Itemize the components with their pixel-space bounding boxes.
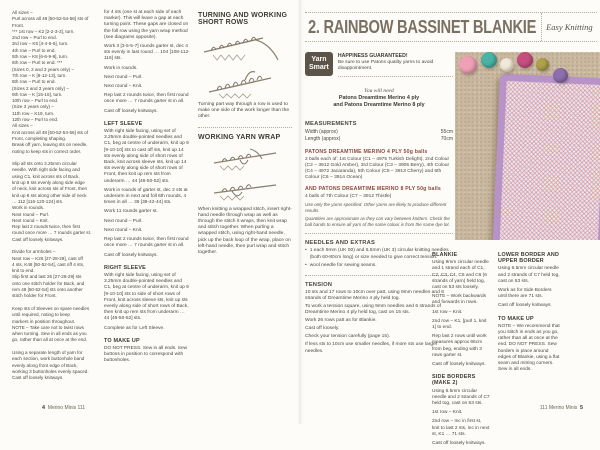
pattern-text-line: of neck, knit across sts of Front, then [12,186,88,192]
pattern-text-line: (Sizes 2 and 3 years only) – [12,85,69,91]
pattern-text-block: Next round – Knit. [104,84,143,90]
pompom [553,68,568,83]
pattern-text-block: With right side facing, using set of 3.25mm double-pointed needles and C1, beg at centre of underarm, knit up 9 [9-10-10] sts to side of short rows of Front, knit across sleeve sts, knit up sts evenly along side of short rows of Back, then knit up rem sts from underarm … 44 [46-50-52] sts. [104,272,189,322]
pattern-text-line: round once more … 7 rounds garter st. [12,230,92,236]
needles-bullet [305,263,453,269]
pattern-text-line: knit up 8 sts evenly along side edge [12,180,85,186]
pattern-text-line: (Sizes 0, 2 and 3 years only) – [12,66,75,72]
pattern-text-block: Rep last 2 rounds twice, then first round once more … 7 rounds garter st in all. [104,93,189,105]
pattern-text-line: until required, noting to keep [12,312,70,318]
tension-heading: TENSION [305,281,333,288]
instruction-block: LOWER BORDER AND UPPER BORDER [498,252,560,265]
yarn-4ply-details: 2 balls each of: 1st Colour (C1 – 4975 Turkish Delight), 2nd Colour (C2 – 3912 Gold Amber), 3rd Colour (C3 – 3905 Berry), 4th Colour (C4 – 4972 Jacaranda), 5th Colour (C5 – 3913 Cherry) and 6th Colour (C6 – 3914 Ocean) [305,156,450,181]
pattern-text-line: Front, completing shaping. [12,135,67,141]
yarn-8ply-details: 4 balls of 7th Colour (C7 – 3912 Thistle) [305,194,392,200]
pattern-text-line: onto one stitch holder for Back, and [12,280,85,286]
pattern-text-block: Work 11 rounds garter st. [104,209,158,215]
instruction-block: 1st row – Knit. [432,410,463,416]
pattern-header [305,12,597,42]
divider [305,233,453,234]
pattern-text-line: NOTE – Take care not to twist rows [12,324,84,330]
pattern-text-block: Work 3 [3-5-5-7] rounds garter st, dec 4 sts evenly in last round … 104 [108-112-116] sts. [104,44,190,62]
pattern-text-line: Divide for armholes – [12,249,56,255]
pattern-text-line: Rep last 2 rounds twice, then first [12,224,80,230]
right-page-number: 5 [580,405,583,411]
pattern-text-line: 6th row – Purl to end. *** [12,60,63,66]
short-rows-heading: TURNING AND WORKING SHORT ROWS [198,12,288,26]
pompom [517,52,533,68]
measurement-row [305,136,453,143]
pattern-text-line: 8th row – Purl to end. [12,79,56,85]
pattern-text-line: Using a separate length of yarn for [12,350,83,356]
pattern-text-block: Work in rounds of garter st, dec 2 sts at underarm in next and foll 6th rounds, 4 times in all … 36 [38-42-44] sts. [104,187,188,206]
pattern-text-block: Next round – Purl. [104,218,143,224]
blankie-photo [455,52,600,240]
pattern-text-line: evenly along front edge of Back, [12,362,78,368]
pattern-text-line: 4th row – Purl to end. [12,47,56,53]
divider [305,275,453,276]
pattern-text-line: noting to keep sts in correct order. [12,148,82,154]
pattern-text-line: working 3 buttonholes evenly spaced. [12,368,89,374]
pattern-text-line: rem 48 [50-52-54] sts onto another [12,287,83,293]
measurements-rows [305,129,453,144]
left-book-title: Merino Minis 111 [47,405,86,411]
pattern-text-line: 4 sts, K48 [50-52-54], cast off 4 sts, [12,261,85,267]
pattern-text-line: *** 1st row – K2 [2-2-3-3], turn. [12,28,75,34]
pattern-text-line: Cast off loosely knitways. [12,236,64,242]
yarn-smart-body: Be sure to use Patons quality yarns to avoid disappointment. [337,60,434,71]
pattern-column-1 [12,10,98,382]
instruction-block: Using 9mm circular needle and 1 strand each of C1, C2, C3, C4, C5 and C6 (6 strands of yarn) held tog, cast on 53 sts loosely. [432,260,489,291]
pattern-text-line: Slip all sts onto 3.25mm circular [12,161,77,167]
yarn-smart-tab-line2: Smart [309,63,329,71]
needles-bullets [305,248,453,268]
yarn-4ply-heading: PATONS DREAMTIME MERINO 4 PLY 50g balls [305,148,428,155]
pattern-text-line: Slip first and last 26 [27-28-29] sts [12,274,82,280]
left-page-number: 4 [42,405,45,411]
yarn-wrap-diagram-1 [210,145,280,175]
pattern-text-block: Rep last 2 rounds twice, then first round once more … 7 rounds garter st in all. [104,237,189,249]
yarn-smart-tab-line1: Yarn [311,56,327,63]
tension-paragraph: Cast off loosely. [305,326,340,332]
tension-paragraphs [305,290,453,355]
pattern-text-line: Keep sts of Sleeves on spare needles [12,305,90,311]
pompom [481,52,497,68]
instruction-block: 2nd row – Inc in first st, knit to last 2 sts, inc in next st, K1 … 71 sts. [432,419,490,437]
required-yarn-line2: and Patons Dreamtime Merino 8 ply [333,101,425,108]
pattern-text-line: when turning. Sew in all ends as you [12,331,87,337]
pattern-text-block: Complete as for Left Sleeve. [104,325,165,331]
yarn-wrap-heading: WORKING YARN WRAP [198,133,281,141]
measurement-row [305,129,453,136]
pattern-text-line: knit up 8 sts along other side of neck [12,192,87,198]
pattern-text-block: Cast off loosely knitways. [104,252,158,258]
pattern-text-block: for 4 sts (one st at each side of each marker). This will leave a gap at each turning point. These gaps are closed on the foll row using the yarn wrap method (see diagrams opposite). [104,10,189,40]
right-footer [540,405,583,411]
pattern-text-block: TO MAKE UP [104,337,140,344]
needles-heading: NEEDLES AND EXTRAS [305,240,376,247]
yarn-wrap-diagram-2 [210,177,280,205]
pattern-text-block: With right side facing, using set of 3.25mm double-pointed needles and C1, beg at centre of underarm, knit up 9 [9-10-10] sts to cast off sts, knit up 14 sts evenly along side of short rows of Back, knit across sleeve sts, knit up 14 sts evenly along side of short rows of Front, then knit up rem sts from underarm … 44 [46-50-52] sts. [104,129,189,184]
you-will-need-label: You will need [364,88,394,94]
pattern-text-line: All sizes – [12,123,33,129]
pattern-text-line: 9th row – K [15-16], turn. [12,91,63,97]
pattern-text-line: knit to end. [12,268,35,274]
instruction-block: Using 6.5mm circular needle and 2 strands of C7 held tog, cast on 53 sts. [498,266,560,284]
pattern-text-line: 2nd row – Purl to end. [12,35,57,41]
pattern-text-block: DO NOT PRESS. Sew in all ends. Sew buttons in position to correspond with buttonholes. [104,345,188,364]
instruction-block: SIDE BORDERS (MAKE 2) [432,374,476,387]
tension-paragraph: 10 sts and 17 rows to 10cm over patt, using 9mm needles and 6 strands of Dreamtime Merino 4 ply held tog. [305,289,444,301]
pattern-text-line: 7th row – K [8-12-13], turn. [12,72,67,78]
instruction-block: 2nd row – K1, [purl 1, knit 1] to end. [432,318,487,331]
pattern-text-line: Front. [12,22,24,28]
yarn-smart-tab [305,52,333,76]
instruction-block: Rep last 2 rows until work measures approx 66cm from beg, ending with 3 rows garter st. [432,334,487,358]
short-rows-caption: Turning part way through a row is used to make one side of the work longer than the other. [198,102,290,120]
instruction-block: Cast off loosely knitways. [432,441,486,447]
measurement-label: Width (approx) [305,129,338,135]
tension-paragraph: If less sts to 10cm use smaller needles, if more sts use larger needles. [305,342,438,354]
you-will-need [305,88,453,108]
yarn-wrap-caption: When knitting a wrapped stitch, insert right-hand needle through wrap as well as through the stitch it wraps, then knit wrap and stitch together. When purling a wrapped stitch, using right-hand needle, pick up the back loop of the wrap, place on left-hand needle, then purl wrap and stitch together. [198,206,292,256]
border-instructions-column [498,246,560,376]
pattern-column-2 [104,10,190,368]
pattern-text-line: using C1, knit across sts of Back, [12,173,80,179]
tension-paragraph: To work a tension square, using 9mm needles and 6 strands of Dreamtime Merino 4 ply held tog, cast on 15 sts. [305,303,441,316]
yarn-note-1: Use only the yarns specified. Other yarns are likely to produce different results. [305,202,447,214]
instruction-block: NOTE – Work backwards and forwards in rows. [432,294,487,306]
pattern-text-line: 3rd row – K5 [4-4-6-6], turn. [12,41,69,47]
yarn-smart-text [338,52,453,77]
measurement-label: Length (approx) [305,136,341,143]
yarn-8ply-heading: AND PATONS DREAMTIME MERINO 8 PLY 50g balls [305,186,442,193]
pattern-text-line: Cast off loosely knitways. [12,375,64,381]
materials-column [305,116,453,357]
measurement-value: 70cm [440,136,453,143]
pattern-text-line: stitch holder for Front. [12,293,57,299]
instruction-block: Cast off loosely knitways. [498,303,552,309]
instruction-block: 1st row – Knit. [432,309,463,315]
pattern-text-line: Work in rounds. [12,205,45,211]
pattern-text-line: Next round – Purl. [12,211,50,217]
tension-paragraph: Work 26 rows patt as for Blankie. [305,318,377,324]
pompom [459,56,477,74]
instruction-block: BLANKIE [432,252,458,258]
yarn-smart-headline: HAPPINESS GUARANTEED! [337,53,408,59]
pompom [536,58,549,71]
instruction-block: Using 6.5mm circular needle and 2 strands of C7 held tog, cast on 53 sts. [432,388,490,407]
needles-bullet-text: • wool needle for sewing seams. [309,262,377,268]
blankie-instructions-column [432,246,490,450]
pompom [500,58,514,72]
page-crease [297,0,305,424]
pattern-text-line: go, rather than all at once at the end. [12,337,88,343]
pattern-text-line: each section, work buttonhole band [12,356,85,362]
divider [338,76,453,77]
pattern-title-cell [305,13,541,41]
pattern-text-block: Cast off loosely knitways. [104,108,158,114]
instruction-block: NOTE – We recommend that you stitch in ends as you go, rather than all at once at the end. DO NOT PRESS. Sew borders in place around edges of Blankie, using a flat seam and mitring corners. Sew in all ends. [498,323,560,373]
pattern-text-line: 12th row – Purl to end. [12,117,59,123]
measurement-value: 55cm [440,129,453,135]
difficulty-label: Easy Knitting [541,13,597,41]
pattern-text-line: Next round – Knit. [12,217,49,223]
measurements-heading: MEASUREMENTS [305,121,357,127]
instruction-block: Cast off loosely knitways. [432,362,486,368]
pattern-text-block: LEFT SLEEVE [104,120,143,127]
pattern-text-block: Next round – Purl. [104,74,143,80]
pattern-text-line: 11th row – K19, turn. [12,110,55,116]
tutorial-column [198,10,292,256]
short-rows-diagram-2 [201,66,289,100]
pattern-text-line: … 112 [116-120-124] sts. [12,198,64,204]
right-book-title: 111 Merino Minis [539,405,578,411]
tension-paragraph: Check your tension carefully (page 15). [305,334,391,340]
blankie-photo-blanket [492,74,600,240]
pattern-text-line: Knit across all 48 [50-52-54-56] sts of [12,129,89,135]
pattern-text-line: Next row – K26 [27-28-29], cast off [12,255,83,261]
needles-bullet [305,248,453,260]
pattern-text-block: Next round – Knit. [104,227,143,233]
instruction-block: Work as for Side Borders until there are 71 sts. [498,288,552,300]
instruction-block: TO MAKE UP [498,315,534,322]
pattern-text-line: needle. With right side facing and [12,167,80,173]
pattern-text-line: (Size 3 years only) – [12,104,54,110]
pattern-text-block: RIGHT SLEEVE [104,264,146,271]
pattern-text-line: All sizes – [12,10,33,15]
divider [198,127,292,128]
pattern-text-line: 10th row – Purl to end. [12,98,59,104]
yarn-note-2: Quantities are approximate as they can vary between knitters. Check the ball bands to ensure all yarn of the same colour is from the same dye lot. [305,215,450,227]
left-footer [42,405,85,411]
required-yarn-line1: Patons Dreamtime Merino 4 ply [338,95,420,101]
pattern-text-line: Purl across all 48 [50-52-54-56] sts of [12,16,89,22]
yarn-smart-box [305,52,453,77]
needles-bullet-text: • 1 each 9mm (UK 00) and 6.5mm (UK 3) circular knitting needles (both 60-80cm long) or size needed to give correct tension. [309,248,449,260]
pattern-text-line: Break off yarn, leaving sts on needle, [12,142,88,148]
pattern-title: 2. RAINBOW BASSINET BLANKIE [308,16,537,38]
short-rows-diagram-1 [201,30,289,64]
pattern-text-line: markers in position throughout. [12,318,76,324]
pattern-text-line: 5th row – K8 [6-6-9-9], turn. [12,54,69,60]
pattern-text-block: Work in rounds. [104,65,138,71]
